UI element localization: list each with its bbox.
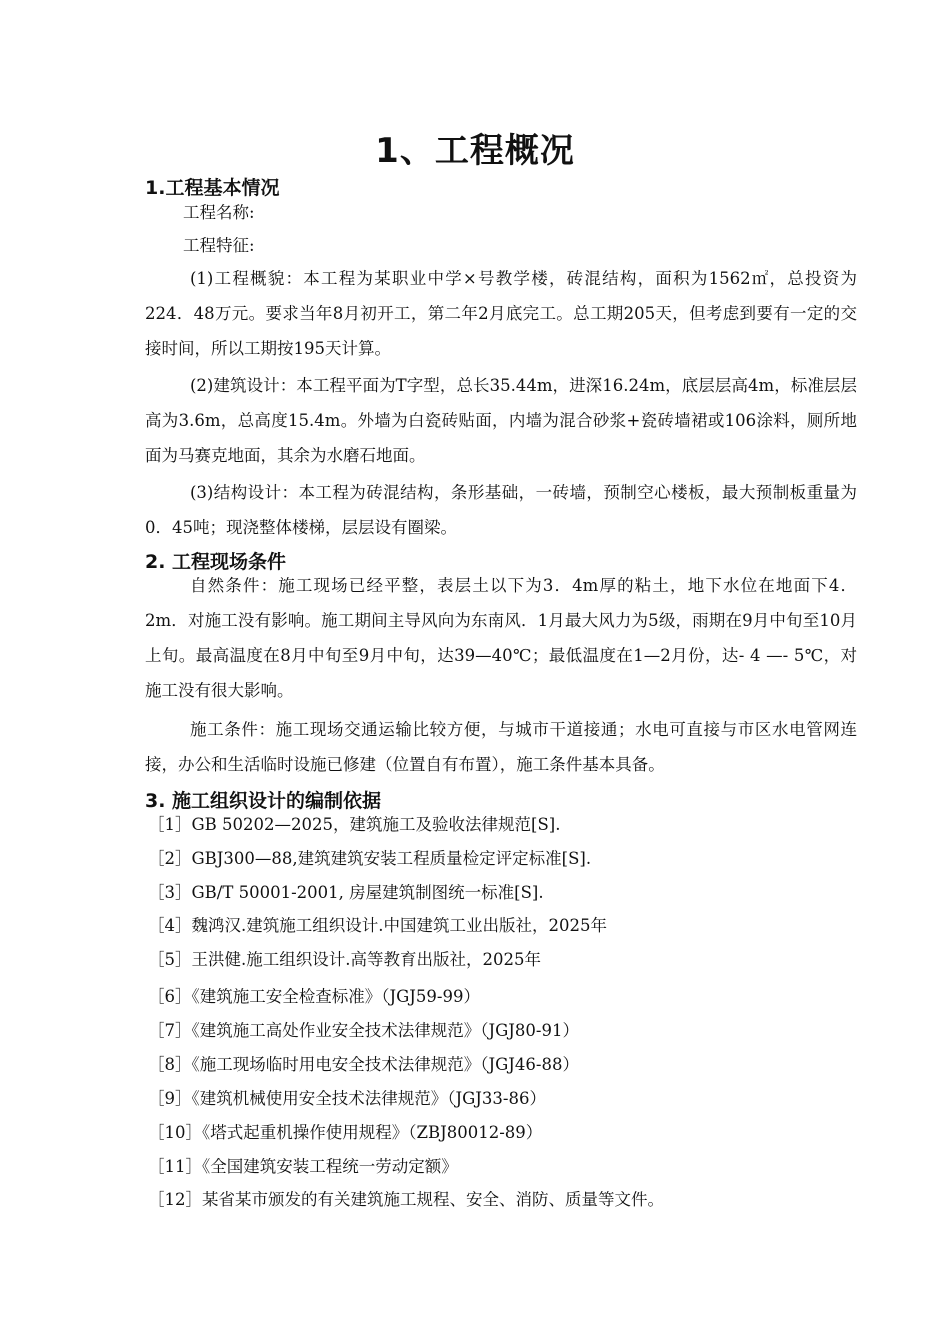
reference-item: ［11］《全国建筑安装工程统一劳动定额》 bbox=[148, 1157, 458, 1176]
reference-item: ［2］GBJ300—88,建筑建筑安装工程质量检定评定标准[S]. bbox=[148, 849, 592, 868]
project-name-label: 工程名称: bbox=[183, 203, 255, 222]
section-3-heading: 3. 施工组织设计的编制依据 bbox=[145, 790, 382, 812]
reference-item: ［7］《建筑施工高处作业安全技术法律规范》（JGJ80-91） bbox=[148, 1021, 579, 1040]
page-title: 1、工程概况 bbox=[375, 131, 575, 171]
reference-item: ［6］《建筑施工安全检查标准》（JGJ59-99） bbox=[148, 987, 480, 1006]
structure-paragraph: (3)结构设计：本工程为砖混结构，条形基础，一砖墙，预制空心楼板，最大预制板重量为0．45吨；现浇整体楼梯，层层设有圈梁。 bbox=[145, 483, 857, 537]
reference-item: ［10］《塔式起重机操作使用规程》（ZBJ80012-89） bbox=[148, 1123, 543, 1142]
reference-item: ［12］某省某市颁发的有关建筑施工规程、安全、消防、质量等文件。 bbox=[148, 1190, 664, 1209]
reference-item: ［9］《建筑机械使用安全技术法律规范》（JGJ33-86） bbox=[148, 1089, 546, 1108]
reference-item: ［8］《施工现场临时用电安全技术法律规范》（JGJ46-88） bbox=[148, 1055, 579, 1074]
reference-item: ［5］王洪健.施工组织设计.高等教育出版社，2025年 bbox=[148, 950, 541, 969]
architecture-paragraph: (2)建筑设计：本工程平面为T字型，总长35.44m，进深16.24m，底层层高4m，标准层层高为3.6m，总高度15.4m。外墙为白瓷砖贴面，内墙为混合砂浆+瓷砖墙裙或106涂料，厕所地面为马赛克地面，其余为水磨石地面。 bbox=[145, 376, 857, 465]
construction-conditions-paragraph: 施工条件：施工现场交通运输比较方便，与城市干道接通；水电可直接与市区水电管网连接，办公和生活临时设施已修建（位置自有布置），施工条件基本具备。 bbox=[145, 720, 857, 774]
section-2-heading: 2. 工程现场条件 bbox=[145, 551, 287, 573]
reference-item: ［1］GB 50202—2025，建筑施工及验收法律规范[S]. bbox=[148, 815, 561, 834]
overview-paragraph: (1)工程概貌：本工程为某职业中学×号教学楼，砖混结构，面积为1562㎡，总投资为224．48万元。要求当年8月初开工，第二年2月底完工。总工期205天，但考虑到要有一定的交接时间，所以工期按195天计算。 bbox=[145, 269, 857, 358]
project-feature-label: 工程特征: bbox=[183, 236, 255, 255]
section-1-heading: 1.工程基本情况 bbox=[145, 177, 280, 199]
reference-item: ［4］魏鸿汉.建筑施工组织设计.中国建筑工业出版社，2025年 bbox=[148, 916, 607, 935]
reference-item: ［3］GB/T 50001-2001, 房屋建筑制图统一标准[S]. bbox=[148, 883, 544, 902]
natural-conditions-paragraph: 自然条件：施工现场已经平整，表层土以下为3．4m厚的粘土，地下水位在地面下4．2m．对施工没有影响。施工期间主导风向为东南风．1月最大风力为5级，雨期在9月中旬至10月上旬。最高温度在8月中旬至9月中旬，达39—40℃；最低温度在1—2月份，达- 4 —- 5℃，对施工没有很大影响。 bbox=[145, 576, 857, 700]
